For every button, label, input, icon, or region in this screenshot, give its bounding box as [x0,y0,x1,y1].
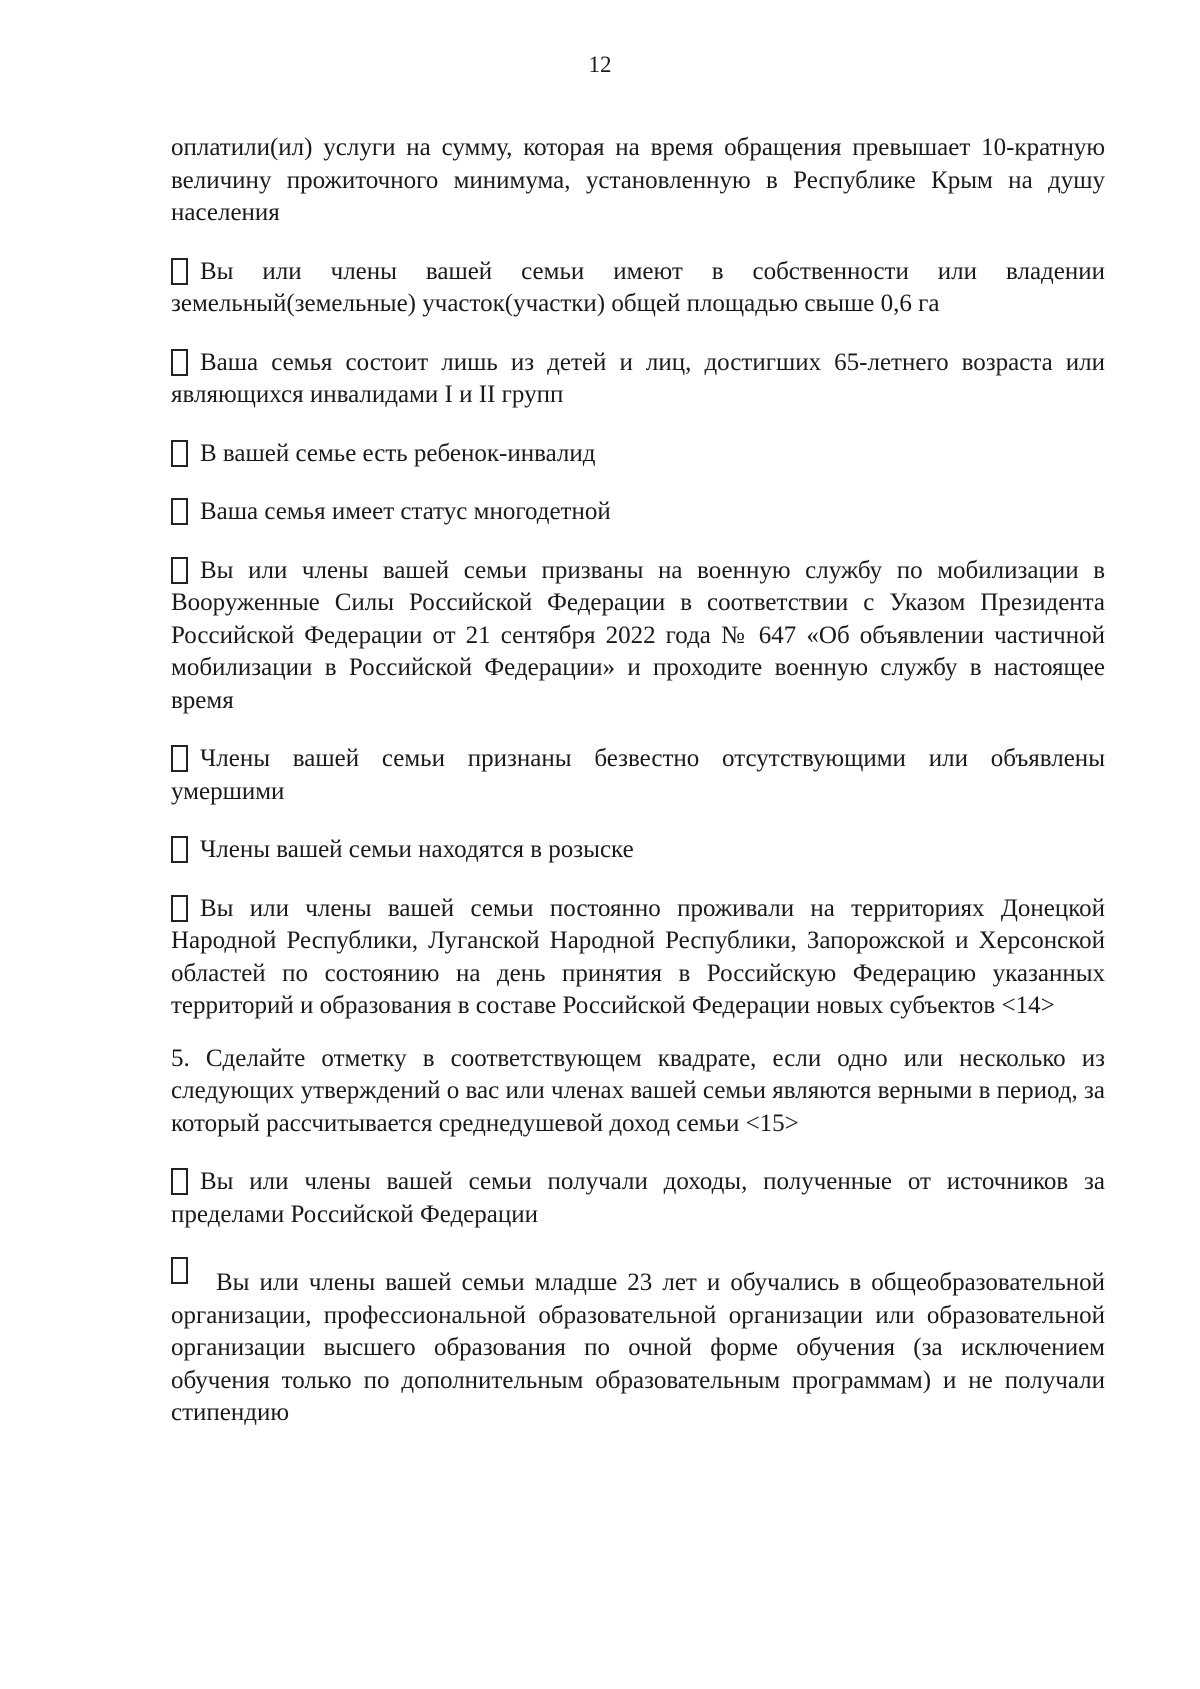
intro-paragraph: оплатили(ил) услуги на сумму, которая на время обращения превышает 10-кратную величину прожиточного минимума, установленную в Республике Крым на душу населения [171,134,1105,226]
statement-children-elderly-disabled [171,347,1105,412]
statement-foreign-income [171,1166,1105,1231]
statement-text: Вы или члены вашей семьи постоянно проживали на территориях Донецкой Народной Республики, Луганской Народной Республики, Запорожской и Херсонской областей по состоянию на день принятия в Российскую Федерацию указанных территорий и образования в составе Российской Федерации новых субъектов <14> [171,894,1105,1019]
statement-disabled-child [171,438,1105,471]
statement-text: Вы или члены вашей семьи младше 23 лет и обучались в общеобразовательной организации, профессиональной образовательной организации или образовательной организации высшего образования по очной форме обучения (за исключением обучения только по дополнительным образовательным программам) и не получали стипендию [171,1269,1105,1426]
statement-text: Вы или члены вашей семьи имеют в собственности или владении земельный(земельные) участок(участки) общей площадью свыше 0,6 га [171,257,1105,317]
statement-large-family [171,496,1105,529]
statement-text: Члены вашей семьи находятся в розыске [200,836,634,863]
statement-text: Ваша семья состоит лишь из детей и лиц, достигших 65-летнего возраста или являющихся инвалидами I и II групп [171,348,1105,408]
page-number: 12 [588,52,612,77]
statement-text: В вашей семье есть ребенок-инвалид [200,439,596,467]
checkbox-mobilization[interactable] [171,557,188,584]
checkbox-missing-or-deceased[interactable] [171,745,188,772]
statement-text: Вы или члены вашей семьи призваны на военную службу по мобилизации в Вооруженные Силы Российской Федерации в соответствии с Указом Президента Российской Федерации от 21 сентября 2022 года № 647 «Об объявлении частичной мобилизации в Российской Федерации» и проходите военную службу в настоящее время [171,556,1105,714]
checkbox-large-family[interactable] [171,498,188,525]
statement-missing-or-deceased [171,743,1105,808]
statement-text: Вы или члены вашей семьи получали доходы, полученные от источников за пределами Российской Федерации [171,1168,1105,1228]
statement-text: Члены вашей семьи признаны безвестно отсутствующими или объявлены умершими [171,745,1105,805]
statement-student-no-stipend [171,1257,1105,1430]
form-content [171,132,1105,1430]
statement-mobilization [171,555,1105,718]
checkbox-new-territories[interactable] [171,895,188,922]
checkbox-disabled-child[interactable] [171,440,188,467]
statement-wanted [171,834,1105,867]
statement-text: Ваша семья имеет статус многодетной [200,498,611,525]
statement-land-plot [171,256,1105,321]
checkbox-land-plot[interactable] [171,258,188,285]
statement-new-territories [171,893,1105,1023]
checkbox-children-elderly-disabled[interactable] [171,349,188,376]
checkbox-student-no-stipend[interactable] [171,1257,188,1284]
checkbox-foreign-income[interactable] [171,1168,188,1195]
section-5-instruction: 5. Сделайте отметку в соответствующем квадрате, если одно или несколько из следующих утверждений о вас или членах вашей семьи являются верными в период, за который рассчитывается среднедушевой доход семьи <15> [171,1044,1105,1137]
checkbox-wanted[interactable] [171,836,188,863]
